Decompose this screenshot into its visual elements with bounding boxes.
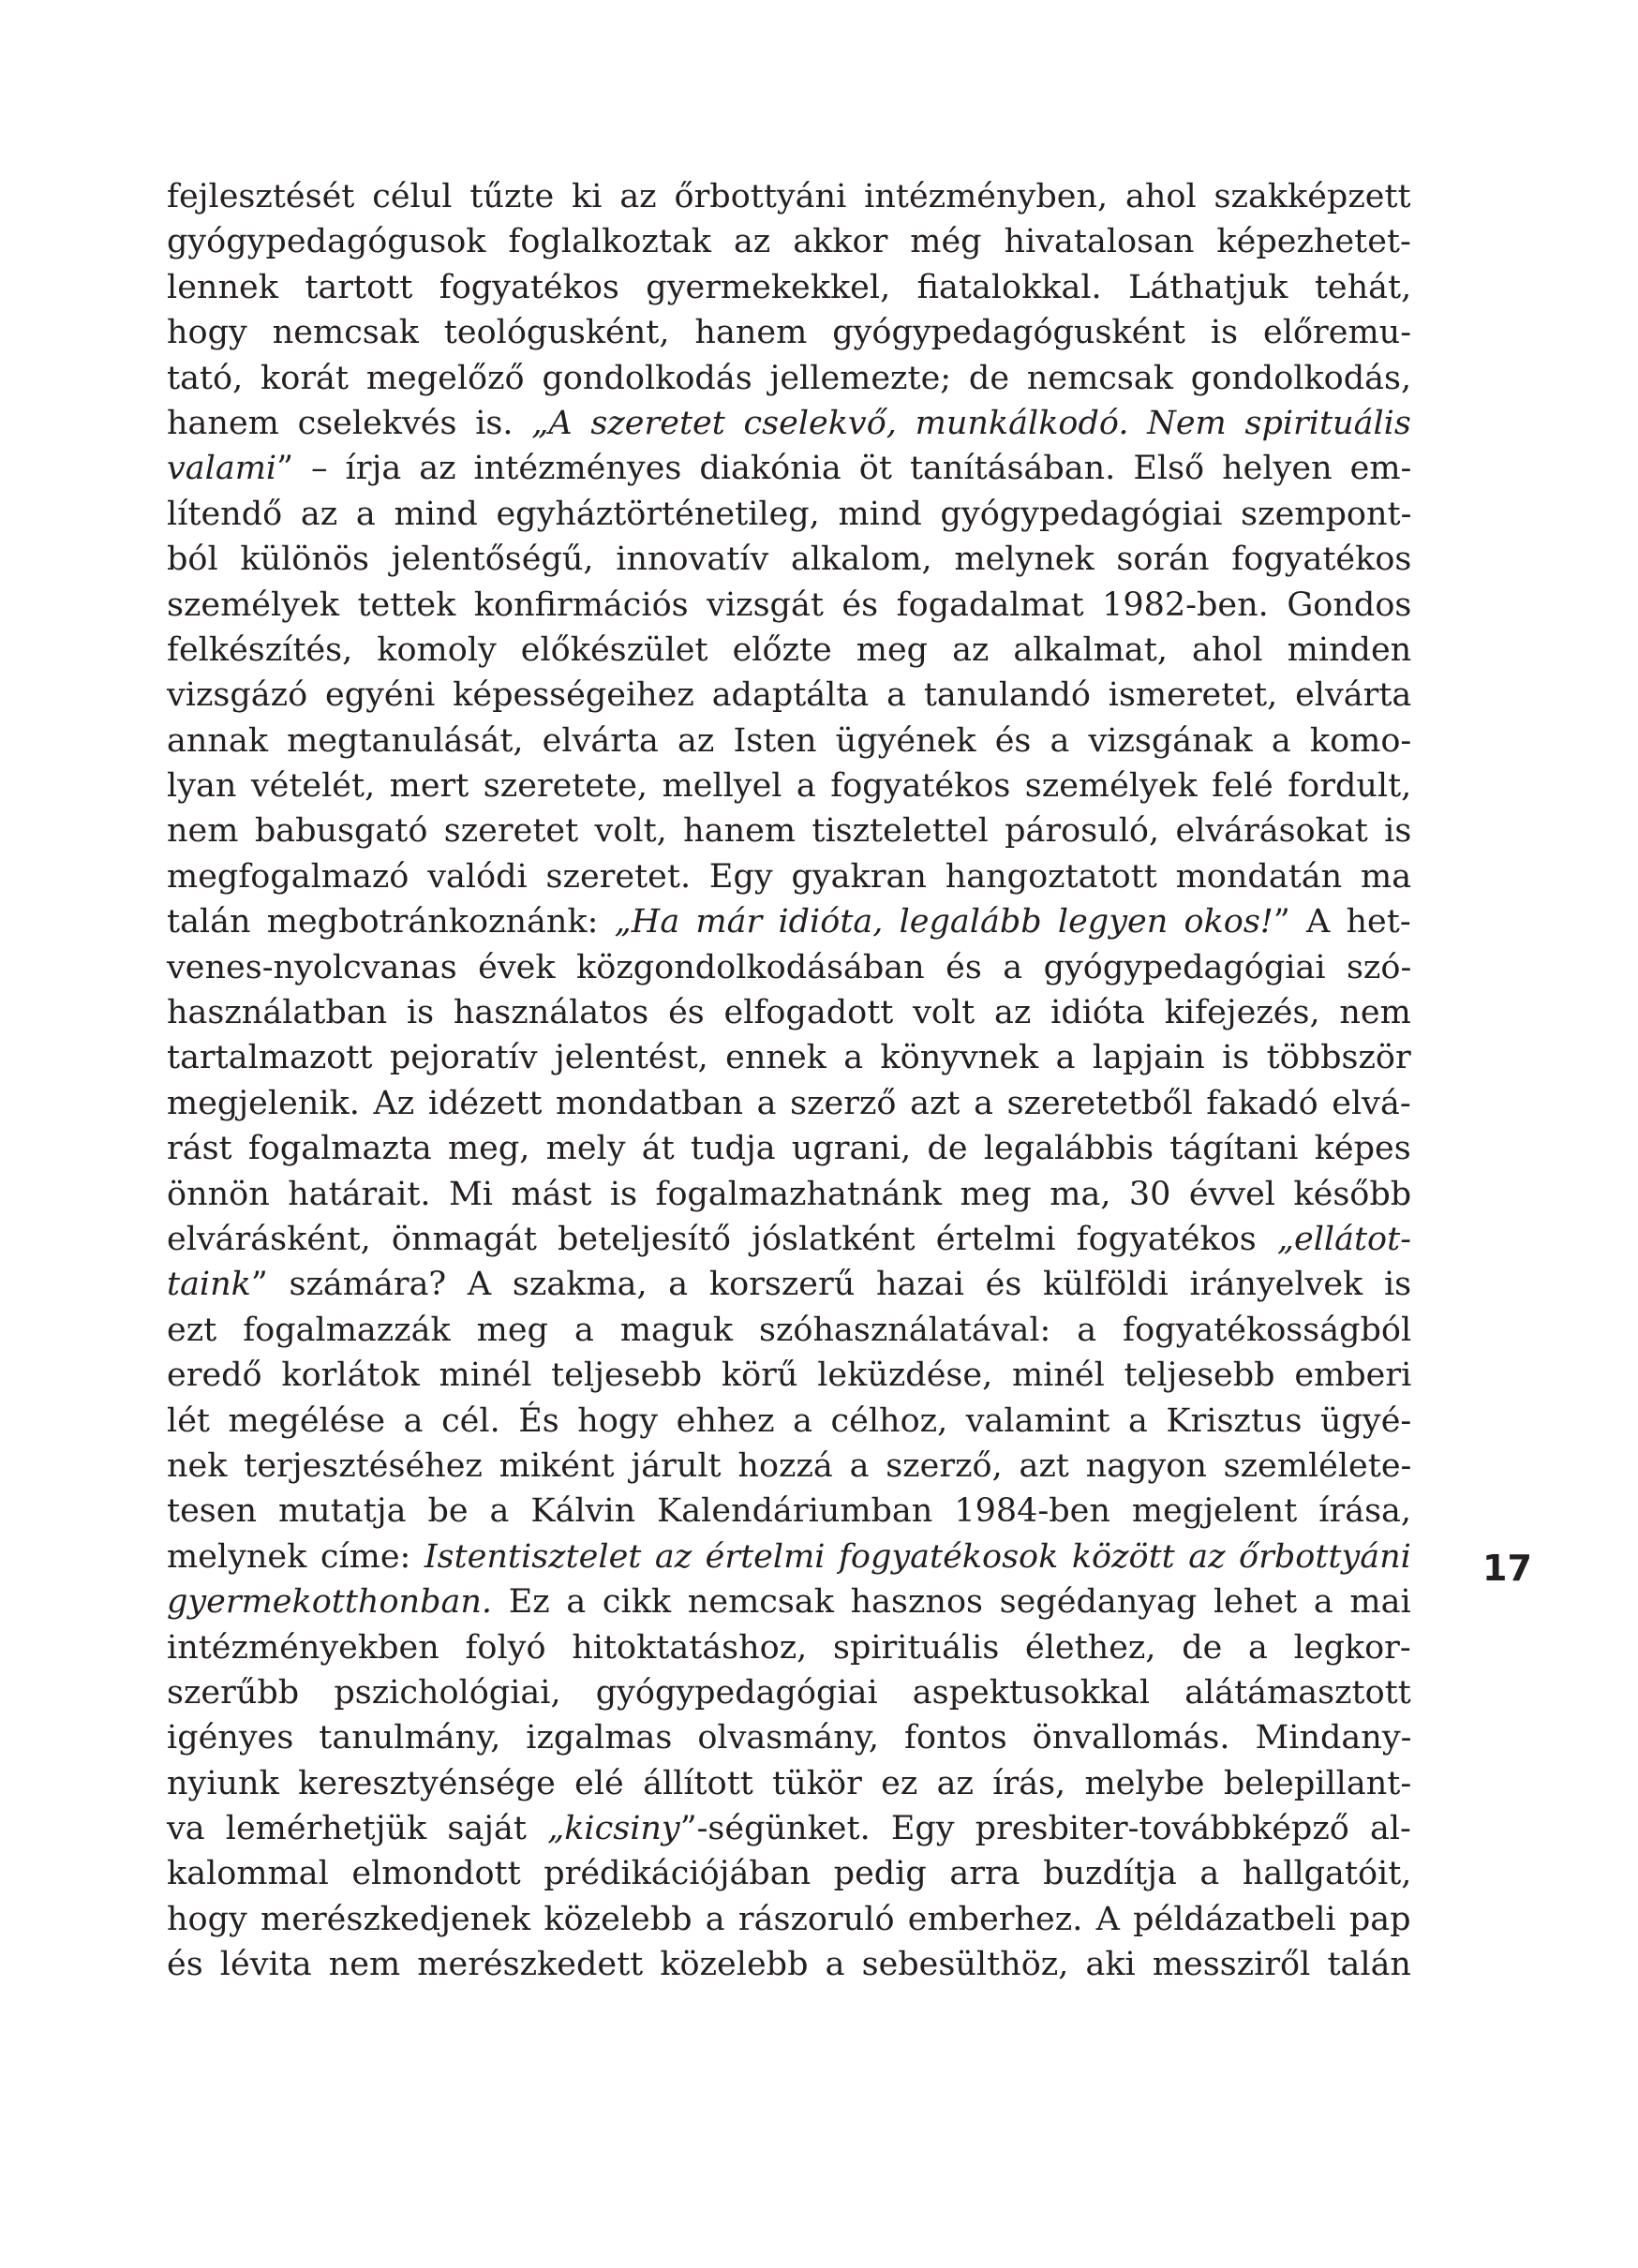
text-segment: gyógypedagógusok foglalkoztak az akkor még hivatalosan képezhetet- [167, 223, 1411, 261]
text-segment: lennek tartott fogyatékos gyermekekkel, fiatalokkal. Láthatjuk tehát, [167, 268, 1412, 306]
text-line [167, 583, 1411, 628]
text-segment: ezt fogalmazzák meg a maguk szóhasználatával: a fogyatékosságból [167, 1311, 1412, 1349]
text-segment: megfogalmazó valódi szeretet. Egy gyakran hangoztatott mondatán ma [167, 857, 1412, 896]
text-line [167, 265, 1411, 310]
text-segment: melynek címe: [167, 1537, 424, 1576]
text-segment: lét megélése a cél. És hogy ehhez a célhoz, valamint a Krisztus ügyé- [167, 1401, 1412, 1440]
text-segment: hogy merészkedjenek közelebb a rászoruló emberhez. A példázatbeli pap [167, 1900, 1411, 1938]
text-segment: szerűbb pszichológiai, gyógypedagógiai aspektusokkal alátámasztott [167, 1673, 1411, 1712]
text-line [167, 1761, 1411, 1806]
text-line [167, 1534, 1411, 1579]
text-segment: annak megtanulását, elvárta az Isten ügyének és a vizsgának a komo- [167, 721, 1412, 760]
text-line [167, 854, 1411, 899]
text-line [167, 1851, 1411, 1896]
text-segment: venes-nyolcvanas évek közgondolkodásában és a gyógypedagógiai szó- [167, 948, 1412, 986]
text-line [167, 1172, 1411, 1217]
italic-text-segment: valami [167, 450, 277, 488]
text-line [167, 219, 1411, 264]
text-segment: rást fogalmazta meg, mely át tudja ugrani, de legalábbis tágítani képes [167, 1130, 1411, 1168]
text-line [167, 1126, 1411, 1171]
italic-text-segment: gyermekotthonban. [167, 1583, 493, 1622]
page-number: 17 [1482, 1548, 1532, 1589]
text-line [167, 1806, 1411, 1851]
text-segment: kalommal elmondott prédikációjában pedig arra buzdítja a hallgatóit, [167, 1855, 1412, 1893]
text-segment: va lemérhetjük saját [167, 1810, 548, 1848]
text-line [167, 1942, 1411, 1987]
text-line [167, 1035, 1411, 1080]
italic-text-segment: Istentisztelet az értelmi fogyatékosok között az őrbottyáni [424, 1537, 1411, 1576]
text-segment: ” A het- [1273, 903, 1411, 941]
text-line [167, 446, 1411, 491]
text-segment: hanem cselekvés is. [167, 404, 532, 442]
text-line [167, 719, 1411, 763]
text-line [167, 808, 1411, 853]
text-segment: ”-ségünket. Egy presbiter-továbbképző al- [679, 1810, 1411, 1848]
text-line [167, 1262, 1411, 1307]
italic-text-segment: „kicsiny [547, 1810, 680, 1848]
text-segment: tató, korát megelőző gondolkodás jellemezte; de nemcsak gondolkodás, [167, 359, 1412, 397]
text-segment: ból különös jelentőségű, innovatív alkalom, melynek során fogyatékos [167, 541, 1412, 579]
text-segment: Ez a cikk nemcsak hasznos segédanyag lehet a mai [492, 1583, 1411, 1622]
text-segment: önnön határait. Mi mást is fogalmazhatnánk meg ma, 30 évvel később [167, 1175, 1412, 1213]
text-segment: tesen mutatja be a Kálvin Kalendáriumban 1984-ben megjelent írása, [167, 1492, 1412, 1531]
body-text [167, 174, 1411, 1988]
text-line [167, 990, 1411, 1035]
text-line [167, 628, 1411, 673]
text-line [167, 763, 1411, 808]
text-segment: ” számára? A szakma, a korszerű hazai és külföldi irányelvek is [250, 1266, 1412, 1304]
text-line [167, 1897, 1411, 1942]
text-line [167, 1715, 1411, 1760]
text-line [167, 899, 1411, 944]
text-line [167, 1081, 1411, 1126]
text-segment: használatban is használatos és elfogadott volt az idióta kifejezés, nem [167, 994, 1411, 1032]
text-segment: vizsgázó egyéni képességeihez adaptálta a tanulandó ismeretet, elvárta [167, 676, 1412, 715]
text-line [167, 492, 1411, 537]
text-line [167, 1353, 1411, 1398]
text-line [167, 1308, 1411, 1353]
text-segment: nem babusgató szeretet volt, hanem tisztelettel párosuló, elvárásokat is [167, 812, 1412, 851]
text-segment: és lévita nem merészkedett közelebb a sebesülthöz, aki messziről talán [167, 1946, 1411, 1984]
text-line [167, 537, 1411, 582]
text-segment: igényes tanulmány, izgalmas olvasmány, fontos önvallomás. Mindany- [167, 1719, 1412, 1757]
text-line [167, 310, 1411, 355]
text-line [167, 1670, 1411, 1715]
text-line [167, 945, 1411, 990]
text-line [167, 1399, 1411, 1444]
text-segment: intézményekben folyó hitoktatáshoz, spirituális élethez, de a legkor- [167, 1628, 1411, 1667]
text-segment: nek terjesztéséhez miként járult hozzá a szerző, azt nagyon szemlélete- [167, 1446, 1412, 1485]
italic-text-segment: „A szeretet cselekvő, munkálkodó. Nem spirituális [531, 404, 1411, 442]
text-segment: nyiunk keresztyénsége elé állított tükör ez az írás, melybe belepillant- [167, 1764, 1412, 1802]
text-segment: eredő korlátok minél teljesebb körű leküzdése, minél teljesebb emberi [167, 1356, 1412, 1395]
italic-text-segment: taink [167, 1266, 251, 1304]
text-line [167, 1489, 1411, 1534]
italic-text-segment: „ellátot- [1276, 1220, 1412, 1258]
text-segment: ” – írja az intézményes diakónia öt tanításában. Első helyen em- [276, 450, 1412, 488]
text-line [167, 673, 1411, 718]
text-line [167, 1579, 1411, 1624]
text-segment: talán megbotránkoznánk: [167, 903, 615, 941]
text-segment: felkészítés, komoly előkészület előzte meg az alkalmat, ahol minden [167, 630, 1412, 669]
text-segment: lyan vételét, mert szeretete, mellyel a fogyatékos személyek felé fordult, [167, 767, 1412, 806]
text-line [167, 401, 1411, 446]
text-line [167, 174, 1411, 219]
text-segment: tartalmazott pejoratív jelentést, ennek a könyvnek a lapjain is többször [167, 1039, 1411, 1077]
text-line [167, 1625, 1411, 1670]
text-segment: lítendő az a mind egyháztörténetileg, mind gyógypedagógiai szempont- [167, 495, 1412, 533]
text-line [167, 1444, 1411, 1489]
text-line [167, 1217, 1411, 1262]
text-segment: fejlesztését célul tűzte ki az őrbottyáni intézményben, ahol szakképzett [167, 178, 1411, 215]
text-segment: elvárásként, önmagát beteljesítő jóslatként értelmi fogyatékos [167, 1220, 1277, 1258]
text-segment: hogy nemcsak teológusként, hanem gyógypedagógusként is előremu- [167, 314, 1412, 352]
text-segment: személyek tettek konfirmációs vizsgát és fogadalmat 1982-ben. Gondos [167, 586, 1412, 624]
text-segment: megjelenik. Az idézett mondatban a szerző azt a szeretetből fakadó elvá- [167, 1084, 1411, 1122]
italic-text-segment: „Ha már idióta, legalább legyen okos! [614, 903, 1273, 941]
text-line [167, 356, 1411, 401]
